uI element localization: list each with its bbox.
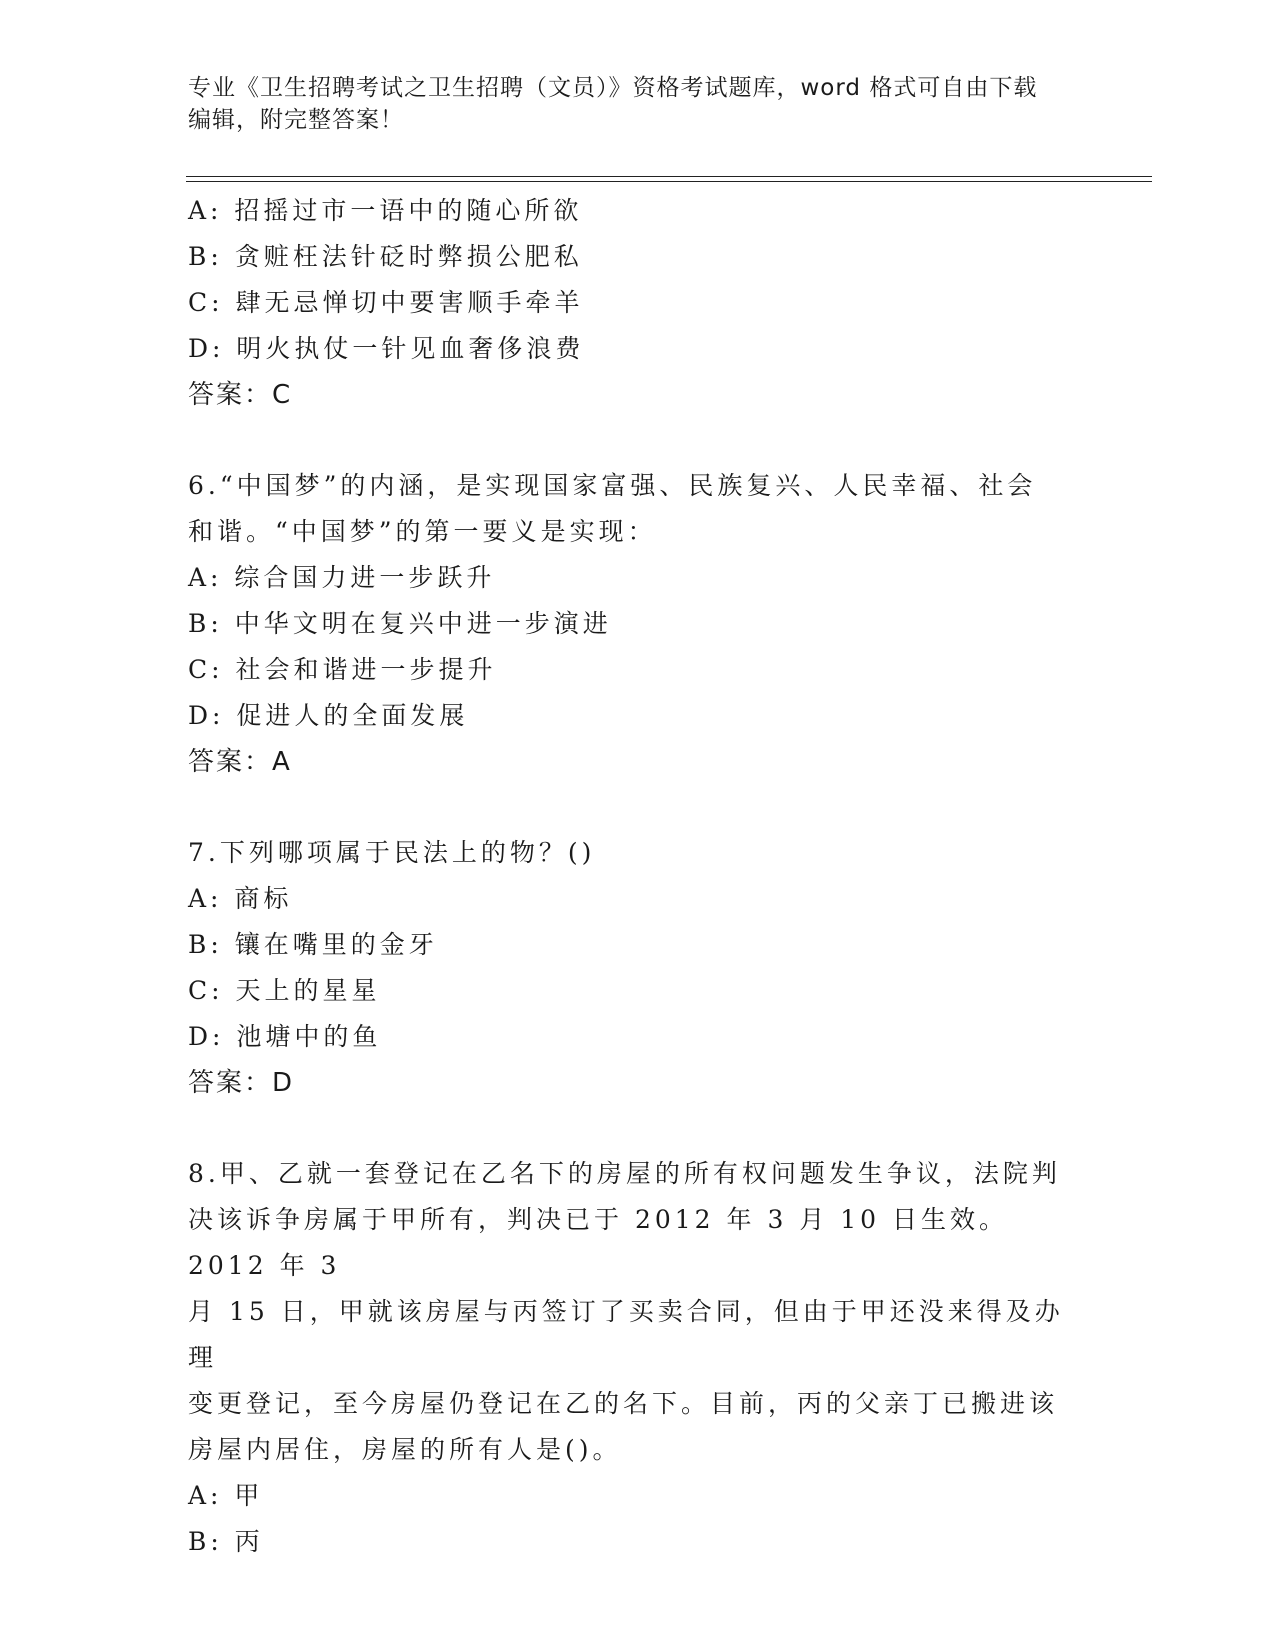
answer-label: 答案：C — [188, 380, 293, 410]
question-list — [188, 188, 1088, 1565]
option-b: B: 镶在嘴里的金牙 — [188, 930, 438, 959]
document-header — [188, 72, 1068, 136]
option-a: A: 综合国力进一步跃升 — [188, 563, 496, 592]
question-stem-line: 决该诉争房属于甲所有，判决已于 2012 年 3 月 10 日生效。2012 年 3 — [188, 1205, 1009, 1280]
option-a: A: 招摇过市一语中的随心所欲 — [188, 196, 583, 225]
question-stem-line: 6.“中国梦”的内涵，是实现国家富强、民族复兴、人民幸福、社会 — [188, 471, 1037, 500]
answer-label: 答案：A — [188, 747, 292, 777]
option-c: C: 肆无忌惮切中要害顺手牵羊 — [188, 288, 584, 317]
option-d: D: 明火执仗一针见血奢侈浪费 — [188, 334, 585, 363]
option-b: B: 中华文明在复兴中进一步演进 — [188, 609, 612, 638]
question-8-block — [188, 1151, 1088, 1565]
question-stem-line: 8.甲、乙就一套登记在乙名下的房屋的所有权问题发生争议，法院判 — [188, 1159, 1061, 1188]
option-a: A: 商标 — [188, 884, 293, 913]
option-a: A: 甲 — [188, 1481, 264, 1510]
option-b: B: 贪赃枉法针砭时弊损公肥私 — [188, 242, 583, 271]
question-stem-line: 变更登记，至今房屋仍登记在乙的名下。目前，丙的父亲丁已搬进该 — [188, 1389, 1059, 1418]
option-b: B: 丙 — [188, 1527, 264, 1556]
header-line-1: 专业《卫生招聘考试之卫生招聘（文员）》资格考试题库，word 格式可自由下载 — [188, 75, 1038, 101]
question-stem-line: 月 15 日，甲就该房屋与丙签订了买卖合同，但由于甲还没来得及办理 — [188, 1297, 1064, 1372]
question-stem: 7.下列哪项属于民法上的物？() — [188, 838, 596, 867]
option-d: D: 池塘中的鱼 — [188, 1022, 382, 1051]
question-7-block — [188, 830, 1088, 1106]
header-rule-bottom — [186, 181, 1152, 182]
question-5-block — [188, 188, 1088, 418]
option-d: D: 促进人的全面发展 — [188, 701, 469, 730]
question-6-block — [188, 463, 1088, 785]
answer-label: 答案：D — [188, 1068, 295, 1098]
header-rule-top — [186, 176, 1152, 177]
option-c: C: 社会和谐进一步提升 — [188, 655, 497, 684]
option-c: C: 天上的星星 — [188, 976, 381, 1005]
question-stem-line: 房屋内居住，房屋的所有人是()。 — [188, 1435, 622, 1464]
question-stem-line: 和谐。“中国梦”的第一要义是实现： — [188, 517, 657, 546]
header-line-2: 编辑，附完整答案！ — [188, 107, 404, 133]
